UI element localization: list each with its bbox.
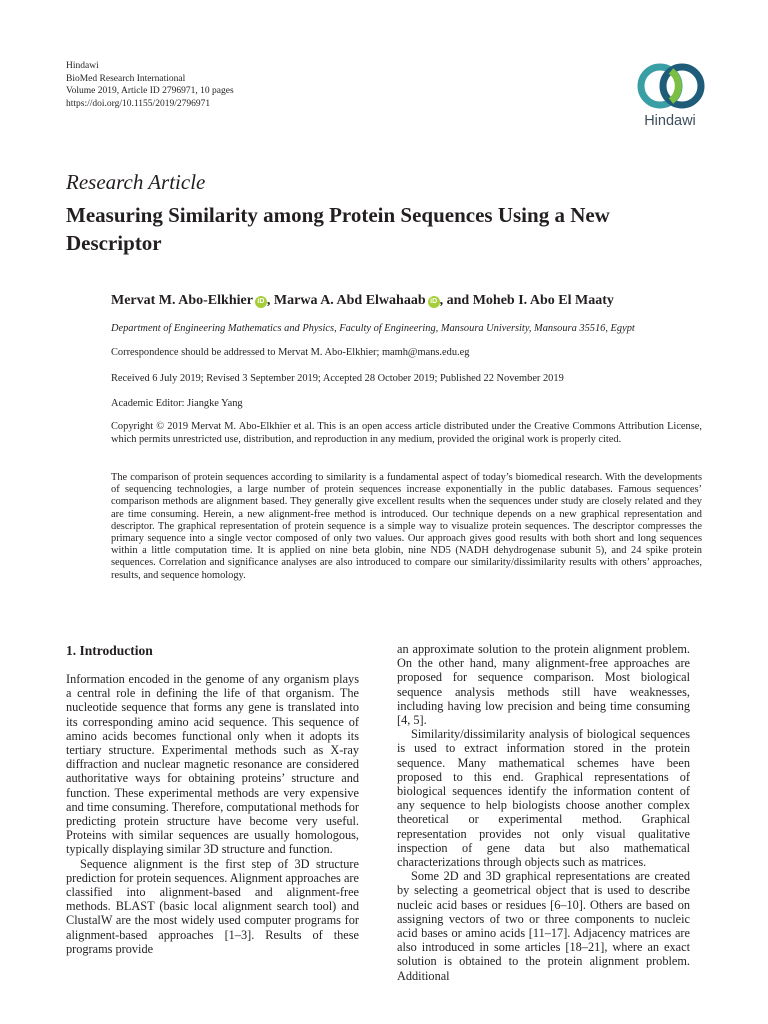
hindawi-logo-text: Hindawi: [644, 113, 696, 129]
publisher-name: Hindawi: [66, 61, 99, 71]
author-list: [111, 293, 614, 309]
article-type: Research Article: [66, 170, 206, 194]
author-name: Moheb I. Abo El Maaty: [472, 293, 614, 308]
journal-meta: [66, 60, 234, 110]
orcid-icon[interactable]: iD: [255, 296, 267, 308]
correspondence: Correspondence should be addressed to Mervat M. Abo-Elkhier; mamh@mans.edu.eg: [111, 347, 470, 358]
affiliation: Department of Engineering Mathematics and Physics, Faculty of Engineering, Mansoura University, Mansoura 35516, Egypt: [111, 323, 635, 334]
paragraph: Similarity/dissimilarity analysis of biological sequences is used to extract information stored in the protein sequence. Many mathematical schemes have been proposed to this end. Graphical representations of biological sequences identify the information content of any sequence to help biologists choose another complex theoretical or experimental method. Graphical representation provides not only visual qualitative inspection of gene data but also mathematical characterizations through objects such as matrices.: [397, 727, 690, 870]
author-name: Marwa A. Abd Elwahaab: [273, 293, 426, 308]
right-column: [397, 642, 690, 983]
copyright-notice: Copyright © 2019 Mervat M. Abo-Elkhier et al. This is an open access article distributed under the Creative Commons Attribution License, which permits unrestricted use, distribution, and reproduction in any medium, provided the original work is properly cited.: [111, 421, 702, 445]
orcid-icon[interactable]: iD: [428, 296, 440, 308]
article-title: Measuring Similarity among Protein Sequences Using a New Descriptor: [66, 203, 610, 255]
abstract: The comparison of protein sequences according to similarity is a fundamental aspect of today’s biomedical research. With the developments of sequencing technologies, a large number of protein sequences increase exponentially in the public databases. Famous sequences’ comparison methods are alignment based. They generally give excellent results when the sequences under study are closely related and they are time consuming. Herein, a new alignment-free method is introduced. Our technique depends on a new graphical representation and descriptor. The graphical representation of protein sequence is a simple way to visualize protein sequences. The descriptor compresses the primary sequence into a single vector composed of only two values. Our approach gives good results with both short and long sequences within a little computation time. It is applied on nine beta globin, nine ND5 (NADH dehydrogenase subunit 5), and 24 spike protein sequences. Correlation and significance analyses are also introduced to compare our similarity/dissimilarity results with others’ approaches, results, and sequence homology.: [111, 472, 702, 581]
journal-name: BioMed Research International: [66, 73, 186, 84]
volume-line: Volume 2019, Article ID 2796971, 10 pages: [66, 86, 234, 96]
paragraph: Information encoded in the genome of any organism plays a central role in defining the life of that organism. The nucleotide sequence that forms any gene is translated into its corresponding amino acid sequence. This sequence of amino acids becomes functional only when it adopts its tertiary structure. Experimental methods such as X-ray diffraction and nuclear magnetic resonance are considered authoritative ways for obtaining proteins’ structure and function. These experimental methods are very expensive and time consuming. Therefore, computational methods for predicting protein structure have become very useful. Proteins with similar sequences are usually homologous, typically displaying similar 3D structure and function.: [66, 672, 359, 857]
publication-dates: Received 6 July 2019; Revised 3 September 2019; Accepted 28 October 2019; Published 22 November 2019: [111, 373, 564, 384]
section-heading: 1. Introduction: [66, 643, 153, 658]
left-column: [66, 672, 359, 956]
academic-editor: Academic Editor: Jiangke Yang: [111, 398, 243, 409]
doi-link[interactable]: https://doi.org/10.1155/2019/2796971: [66, 98, 211, 109]
author-name: Mervat M. Abo-Elkhier: [111, 293, 253, 308]
author-separator: ,: [266, 293, 274, 308]
hindawi-logo-icon: [634, 62, 708, 110]
paragraph: an approximate solution to the protein alignment problem. On the other hand, many alignment-free approaches are proposed for sequence comparison. Most biological sequence analysis methods still have weaknesses, including having low precision and being time consuming [4, 5].: [397, 642, 690, 728]
author-separator: , and: [439, 293, 473, 308]
paragraph: Some 2D and 3D graphical representations are created by selecting a geometrical object that is used to describe nucleic acid bases or residues [6–10]. Others are based on assigning vectors of two or three components to nucleic acid bases or amino acids [11–17]. Adjacency matrices are also introduced in some articles [18–21], where an exact solution is obtained to the protein alignment problem. Additional: [397, 869, 690, 983]
paragraph: Sequence alignment is the first step of 3D structure prediction for protein sequences. Alignment approaches are classified into alignment-based and alignment-free methods. BLAST (basic local alignment search tool) and ClustalW are the most widely used computer programs for alignment-based approaches [1–3]. Results of these programs provide: [66, 856, 359, 956]
